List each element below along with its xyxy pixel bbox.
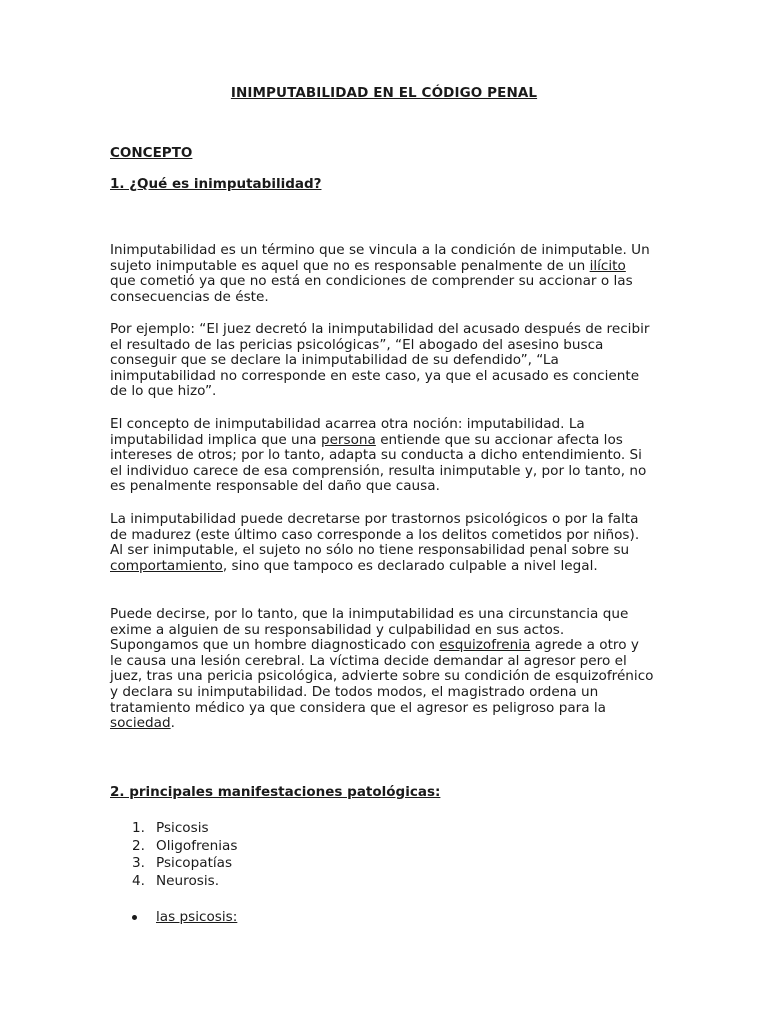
paragraph-text: que cometió ya que no está en condiciones de comprender su accionar o las consecuencias de éste. bbox=[110, 273, 633, 305]
paragraph-definition bbox=[110, 243, 655, 305]
link-comportamiento[interactable]: comportamiento bbox=[110, 557, 223, 574]
section-heading-concept: CONCEPTO bbox=[110, 145, 193, 161]
paragraph-text: , sino que tampoco es declarado culpable a nivel legal. bbox=[222, 557, 598, 574]
list-item-text: Psicopatías bbox=[156, 855, 233, 871]
bullet-dot-icon bbox=[132, 915, 137, 920]
list-item bbox=[132, 855, 237, 873]
pathology-list bbox=[132, 820, 237, 890]
link-esquizofrenia[interactable]: esquizofrenia bbox=[439, 637, 531, 654]
paragraph-text: entiende que su accionar afecta los intereses de otros; por lo tanto, adapta su conducta a dicho entendimiento. Si el individuo carece de esa comprensión, resulta inimputable y, por lo tanto, no es penalmente responsable del daño que causa. bbox=[110, 431, 647, 495]
document-title: INIMPUTABILIDAD EN EL CÓDIGO PENAL bbox=[230, 85, 538, 101]
paragraph-example bbox=[110, 322, 655, 400]
paragraph-text: El concepto de inimputabilidad acarrea otra noción: imputabilidad. La imputabilidad implica que una bbox=[110, 416, 585, 448]
paragraph-text: agrede a otro y le causa una lesión cerebral. La víctima decide demandar al agresor pero el juez, tras una pericia psicológica, advierte sobre su condición de esquizofrénico y declara su inimputabilidad. De todos modos, el magistrado ordena un tratamiento médico ya que considera que el agresor es peligroso para la bbox=[110, 637, 654, 716]
link-persona[interactable]: persona bbox=[320, 431, 376, 448]
link-sociedad[interactable]: sociedad bbox=[110, 715, 171, 732]
list-item bbox=[132, 820, 237, 838]
section-heading-question-1: 1. ¿Qué es inimputabilidad? bbox=[110, 176, 322, 192]
list-item-text: Neurosis. bbox=[156, 872, 220, 889]
list-item-text: Oligofrenias bbox=[156, 837, 238, 854]
list-number: 1. bbox=[132, 820, 145, 836]
list-number: 4. bbox=[132, 872, 145, 889]
list-item bbox=[132, 838, 237, 856]
section-heading-question-2: 2. principales manifestaciones patológicas: bbox=[110, 784, 441, 800]
list-number: 3. bbox=[132, 855, 145, 871]
paragraph-imputability bbox=[110, 417, 655, 495]
paragraph-text: . bbox=[170, 715, 175, 732]
bullet-item bbox=[132, 909, 237, 925]
paragraph-circumstance bbox=[110, 607, 655, 732]
paragraph-text: La inimputabilidad puede decretarse por trastornos psicológicos o por la falta de madurez (este último caso corresponde a los delitos cometidos por niños). Al ser inimputable, el sujeto no sólo no tiene responsabilidad penal sobre su bbox=[110, 511, 640, 559]
list-number: 2. bbox=[132, 837, 145, 854]
paragraph-causes bbox=[110, 512, 655, 574]
list-item-text: Psicosis bbox=[156, 820, 209, 836]
bullet-item-text: las psicosis: bbox=[156, 909, 238, 925]
paragraph-text: Inimputabilidad es un término que se vincula a la condición de inimputable. Un sujeto inimputable es aquel que no es responsable penalmente de un bbox=[110, 242, 650, 274]
paragraph-text: Puede decirse, por lo tanto, que la inimputabilidad es una circunstancia que exime a alguien de su responsabilidad y culpabilidad en sus actos. Supongamos que un hombre diagnosticado con bbox=[110, 606, 629, 654]
list-item bbox=[132, 873, 237, 891]
link-ilicito[interactable]: ilícito bbox=[589, 257, 626, 274]
paragraph-text: Por ejemplo: “El juez decretó la inimputabilidad del acusado después de recibir el resultado de las pericias psicológicas”, “El abogado del asesino busca conseguir que se declare la inimputabilidad de su defendido”, “La inimputabilidad no corresponde en este caso, ya que el acusado es conciente de lo que hizo”. bbox=[110, 321, 650, 400]
